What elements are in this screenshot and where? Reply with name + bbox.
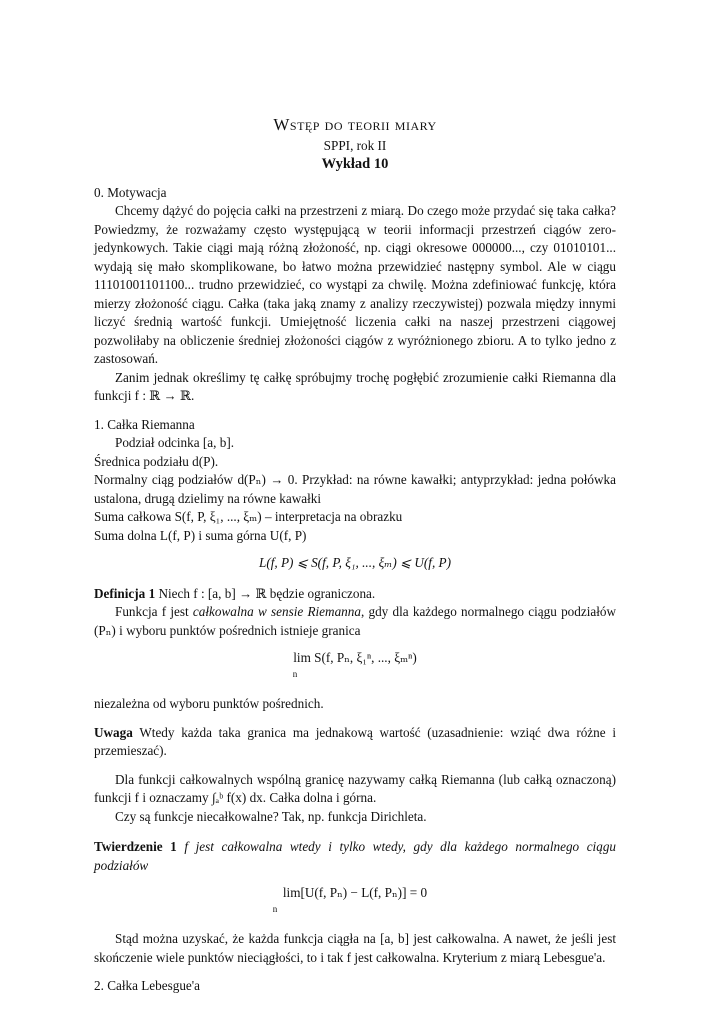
section-1-line-1: Podział odcinka [a, b]. [115,435,235,450]
section-1-line-3: Normalny ciąg podziałów d(Pₙ) → 0. Przykład: na równe kawałki; antyprzykład: jedna połówka ustalona, drugą dzielimy na równe kawałki [94,472,616,506]
section-1-heading: 1. Całka Riemanna [94,416,195,432]
section-1-line-2: Średnica podziału d(P). [94,453,219,469]
definition-1 [94,585,616,604]
theorem-text: f jest całkowalna wtedy i tylko wtedy, gdy dla każdego normalnego ciągu podziałów [94,839,617,873]
definition-after: niezależna od wyboru punktów pośrednich. [94,696,324,711]
definition-label: Definicja 1 [94,585,156,601]
lecture-label: Wykład 10 [321,156,389,172]
remark-paragraph-1: Dla funkcji całkowalnych wspólną granicę nazywamy całką Riemanna (lub całką oznaczoną) funkcji f i oznaczamy ∫ₐᵇ f(x) dx. Całka dolna i górna. [94,771,616,805]
limit-equation: lim S(f, Pₙ, ξ₁ⁿ, ..., ξₘⁿ) $^n$ [292,650,417,679]
section-2-heading: 2. Całka Lebesgue'a [94,978,201,993]
remark-label: Uwaga [94,724,133,740]
section-0-paragraph-1: Chcemy dążyć do pojęcia całki na przestrzeni z miarą. Do czego może przydać się taka całka? Powiedzmy, że rozważamy często występującą w teorii informacji przestrzeń ciągów zero-jedynkowych. Takie ciągi mają różną złożoność, np. ciągi okresowe 000000..., czy 01010101... wydają się mało skomplikowane, bo łatwo można przewidzieć następny symbol. Ale w ciągu 11101001101100... trudno przewidzieć, co wystąpi za chwilę. Można zdefiniować funkcję, która mierzy złożoność ciągu. Całka (taka jaką znamy z analizy rzeczywistej) pozwala między innymi liczyć średnią wartość funkcji. Umiejętność liczenia całki na naszej przestrzeni ciągowej pozwoliłaby na obliczenie średniej złożoności ciągów z wyróżnionego zbioru. A to tylko jedno z zastosowań. [94,203,616,366]
definition-paragraph: Funkcja f jest całkowalna w sensie Riemanna, gdy dla każdego normalnego ciągu podziałów (Pₙ) i wyboru punktów pośrednich istnieje granica [94,604,617,638]
theorem-label: Twierdzenie 1 [94,839,177,854]
course-label: SPPI, rok II [323,137,387,153]
document-page [94,116,616,996]
section-1-line-4: Suma całkowa S(f, P, ξ₁, ..., ξₘ) – interpretacja na obrazku [94,509,403,524]
remark [94,724,616,761]
remark-text: Wtedy każda taka granica ma jednakową wartość (uzasadnienie: wziąć dwa różne i przemieszać). [94,724,616,758]
section-1-line-5: Suma dolna L(f, P) i suma górna U(f, P) [94,527,307,543]
theorem-equation: lim[U(f, Pₙ) − L(f, Pₙ)] = 0 $^n$ [272,885,428,914]
definition-term: całkowalna w sensie Riemanna [192,604,361,619]
inequality-equation: L(f, P) ⩽ S(f, P, ξ₁, ..., ξₘ) ⩽ U(f, P) [259,555,451,570]
theorem-1 [94,838,616,875]
section-0-heading: 0. Motywacja [94,184,167,200]
section-0-paragraph-2: Zanim jednak określimy tę całkę spróbujmy trochę pogłębić zrozumienie całki Riemanna dla funkcji f : ℝ → ℝ. [94,369,616,403]
definition-text: Niech f : [a, b] → ℝ będzie ograniczona. [158,585,376,601]
document-title: Wstęp do teorii miary [273,115,437,134]
theorem-after: Stąd można uzyskać, że każda funkcja ciągła na [a, b] jest całkowalna. A nawet, że jeśli jest skończenie wiele punktów nieciągłości, to i tak f jest całkowalna. Kryterium z miarą Lebesgue'a. [94,931,616,965]
remark-paragraph-2: Czy są funkcje niecałkowalne? Tak, np. funkcja Dirichleta. [115,808,427,824]
